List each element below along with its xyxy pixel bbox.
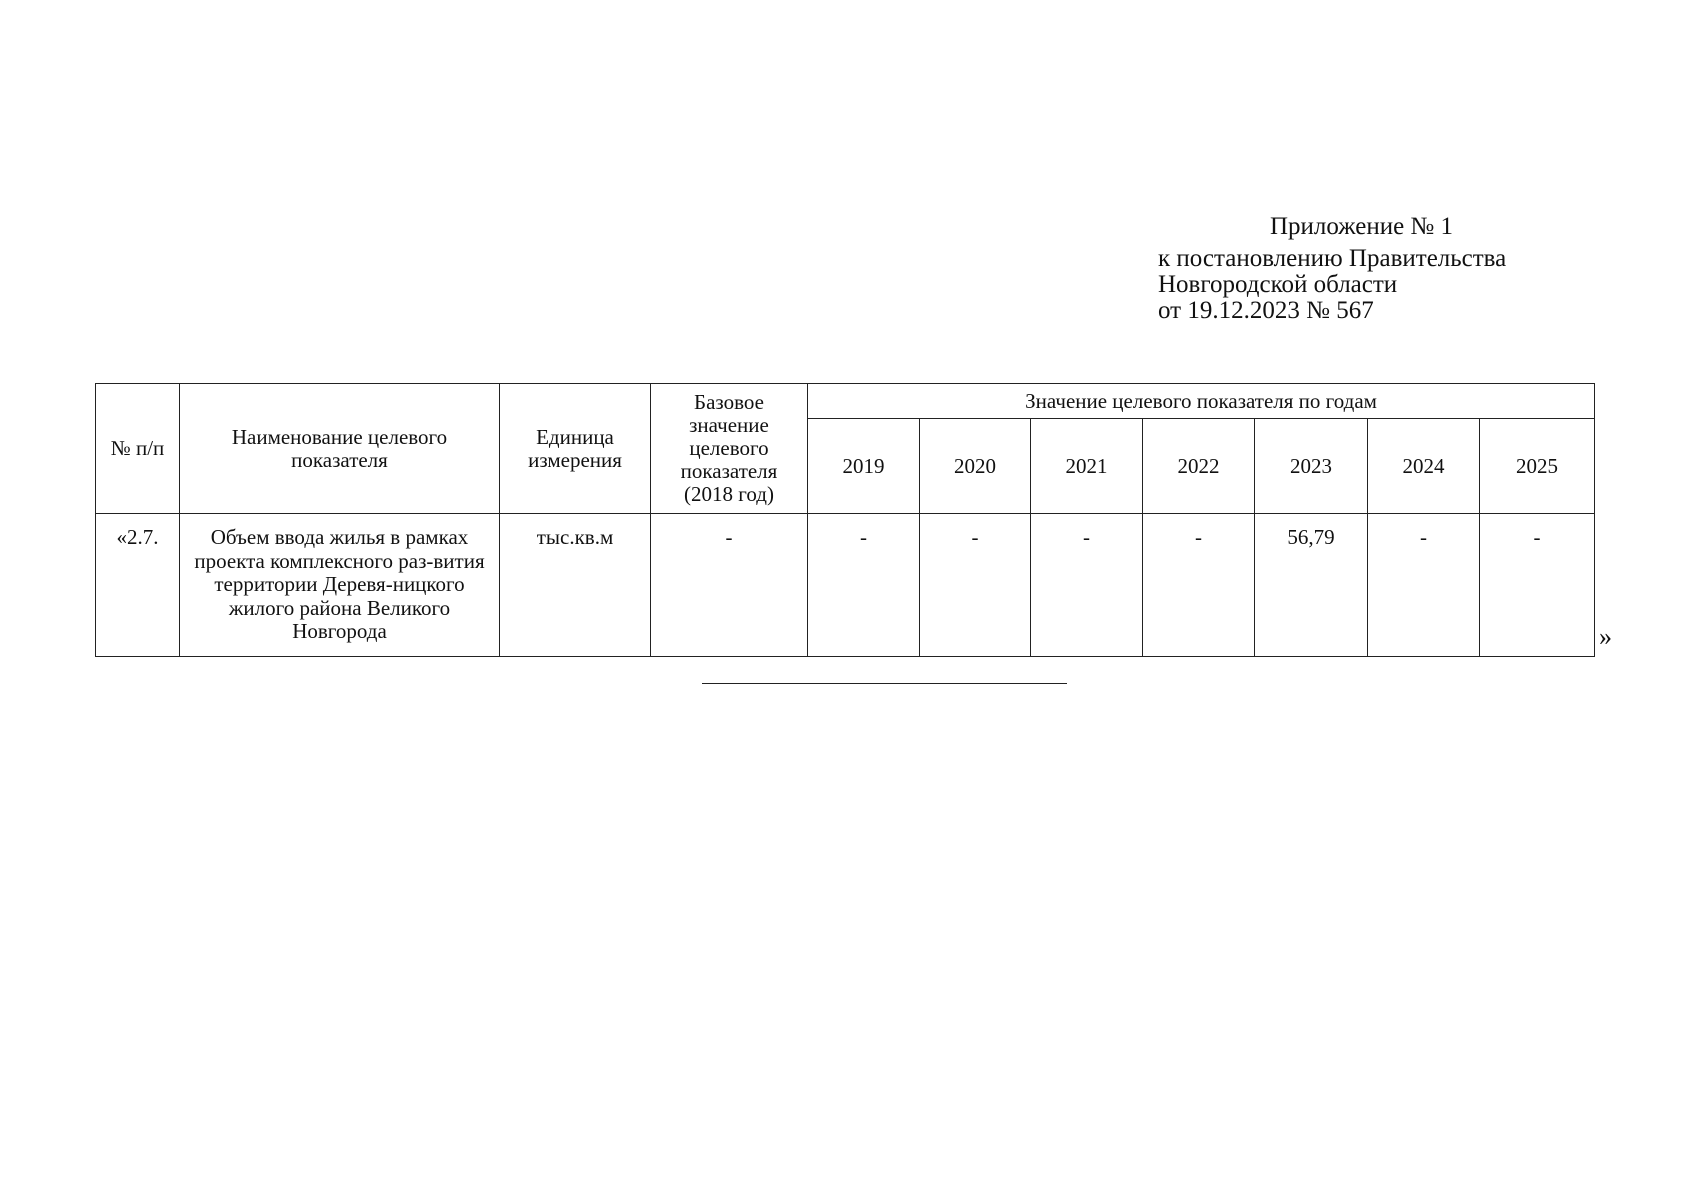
row-value-2023: 56,79 (1255, 514, 1368, 657)
row-indicator-name: Объем ввода жилья в рамках проекта комплексного раз-вития территории Деревя-ницкого жилого района Великого Новгорода (180, 514, 500, 657)
row-value-2024: - (1368, 514, 1480, 657)
header-years-group: Значение целевого показателя по годам (808, 384, 1595, 419)
appendix-line-3: от 19.12.2023 № 567 (1158, 297, 1374, 324)
header-year: 2019 (808, 419, 920, 514)
row-value-2021: - (1031, 514, 1143, 657)
header-year: 2021 (1031, 419, 1143, 514)
header-unit: Единица измерения (500, 384, 651, 514)
footer-rule (702, 683, 1067, 684)
row-num: «2.7. (96, 514, 180, 657)
header-year: 2023 (1255, 419, 1368, 514)
closing-quote: » (1599, 622, 1612, 651)
indicators-table (95, 383, 1595, 657)
appendix-line-2: Новгородской области (1158, 271, 1398, 298)
row-value-2022: - (1143, 514, 1255, 657)
header-year: 2024 (1368, 419, 1480, 514)
header-base: Базовое значение целевого показателя (2018 год) (651, 384, 808, 514)
row-value-2019: - (808, 514, 920, 657)
appendix-header (1158, 214, 1506, 324)
row-base-value: - (651, 514, 808, 657)
row-value-2020: - (920, 514, 1031, 657)
row-value-2025: - (1480, 514, 1595, 657)
header-num: № п/п (96, 384, 180, 514)
header-year: 2020 (920, 419, 1031, 514)
table-row (96, 514, 1595, 657)
appendix-title: Приложение № 1 (1270, 213, 1454, 240)
header-name: Наименование целевого показателя (180, 384, 500, 514)
row-unit: тыс.кв.м (500, 514, 651, 657)
header-year: 2022 (1143, 419, 1255, 514)
appendix-line-1: к постановлению Правительства (1158, 245, 1507, 272)
header-year: 2025 (1480, 419, 1595, 514)
